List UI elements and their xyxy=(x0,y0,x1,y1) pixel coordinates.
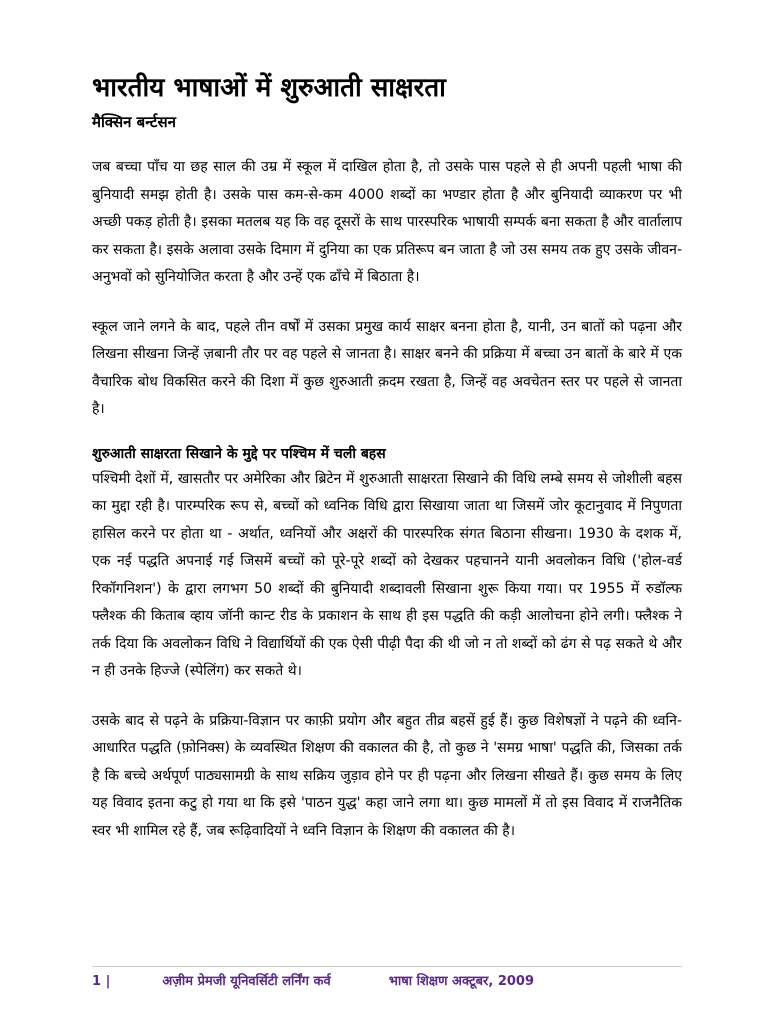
para2: स्कूल जाने लगने के बाद, पहले तीन वर्षों में उसका प्रमुख कार्य साक्षर बनना होता है, यानी, उन बातों को पढ़ना और लिखना सीखना जिन्हें ज़बानी तौर पर वह पहले से जानता है। साक्षर बनने की प्रक्रिया में बच्चा उन बातों के बारे में एक वैचारिक बोध विकसित करने की दिशा में कुछ शुरुआती क़दम रखता है, जिन्हें वह अवचेतन स्तर पर पहले से जानता है। xyxy=(92,318,682,417)
heading: शुरुआती साक्षरता सिखाने के मुद्दे पर पश्चिम में चली बहस xyxy=(92,445,386,462)
footer-org: अज़ीम प्रेमजी यूनिवर्सिटी लर्निंग कर्व xyxy=(162,974,331,989)
para1: जब बच्चा पाँच या छह साल की उम्र में स्कूल में दाखिल होता है, तो उसके पास पहले से ही अपनी पहली भाषा की बुनियादी समझ होती है। उसके पास कम-से-कम 4000 शब्दों का भण्डार होता है और बुनियादी व्याकरण पर भी अच्छी पकड़ होती है। इसका मतलब यह कि वह दूसरों के साथ पारस्परिक भाषायी सम्पर्क बना सकता है और वार्तालाप कर सकता है। इसके अलावा उसके दिमाग में दुनिया का एक प्रतिरूप बन जाता है जो उस समय तक हुए उसके जीवन-अनुभवों को सुनियोजित करता है और उन्हें एक ढाँचे में बिठाता है। xyxy=(92,159,682,285)
page-number: 1 | xyxy=(92,974,111,989)
author: मैक्सिन बर्न्टसन xyxy=(92,113,176,131)
title: भारतीय भाषाओं में शुरुआती साक्षरता xyxy=(92,73,446,103)
para4: उसके बाद से पढ़ने के प्रक्रिया-विज्ञान पर काफ़ी प्रयोग और बहुत तीव्र बहसें हुई हैं। कुछ विशेषज्ञों ने पढ़ने की ध्वनि-आधारित पद्धति (फ़ोनिक्स) के व्यवस्थित शिक्षण की वकालत की है, तो कुछ ने 'समग्र भाषा' पद्धति की, जिसका तर्क है कि बच्चे अर्थपूर्ण पाठ्यसामग्री के साथ सक्रिय जुड़ाव होने पर ही पढ़ना और लिखना सीखते हैं। कुछ समय के लिए यह विवाद इतना कटु हो गया था कि इसे 'पाठन युद्ध' कहा जाने लगा था। कुछ मामलों में तो इस विवाद में राजनैतिक स्वर भी शामिल रहे हैं, जब रूढ़िवादियों ने ध्वनि विज्ञान के शिक्षण की वकालत की है। xyxy=(92,712,682,839)
para3: पश्चिमी देशों में, खासतौर पर अमेरिका और ब्रिटेन में शुरुआती साक्षरता सिखाने की विधि लम्बे समय से जोशीली बहस का मुद्दा रही है। पारम्परिक रूप से, बच्चों को ध्वनिक विधि द्वारा सिखाया जाता था जिसमें जोर कूटानुवाद में निपुणता हासिल करने पर होता था - अर्थात, ध्वनियों और अक्षरों की पारस्परिक संगत बिठाना सीखना। 1930 के दशक में, एक नई पद्धति अपनाई गई जिसमें बच्चों को पूरे-पूरे शब्दों को देखकर पहचानने यानी अवलोकन विधि ('होल-वर्ड रिकॉगनिशन') के द्वारा लगभग 50 शब्दों की बुनियादी शब्दावली सिखाना शुरू किया गया। पर 1955 में रुडॉल्फ फ्लैश्क की किताब व्हाय जॉनी कान्ट रीड के प्रकाशन के साथ ही इस पद्धति की कड़ी आलोचना होने लगी। फ्लैश्क ने तर्क दिया कि अवलोकन विधि ने विद्यार्थियों की एक ऐसी पीढ़ी पैदा की थी जो न तो शब्दों को ढंग से पढ़ सकते थे और न ही उनके हिज्जे (स्पेलिंग) कर सकते थे। xyxy=(92,470,682,679)
footer xyxy=(92,966,682,989)
footer-issue: भाषा शिक्षण अक्टूबर, 2009 xyxy=(388,974,535,989)
